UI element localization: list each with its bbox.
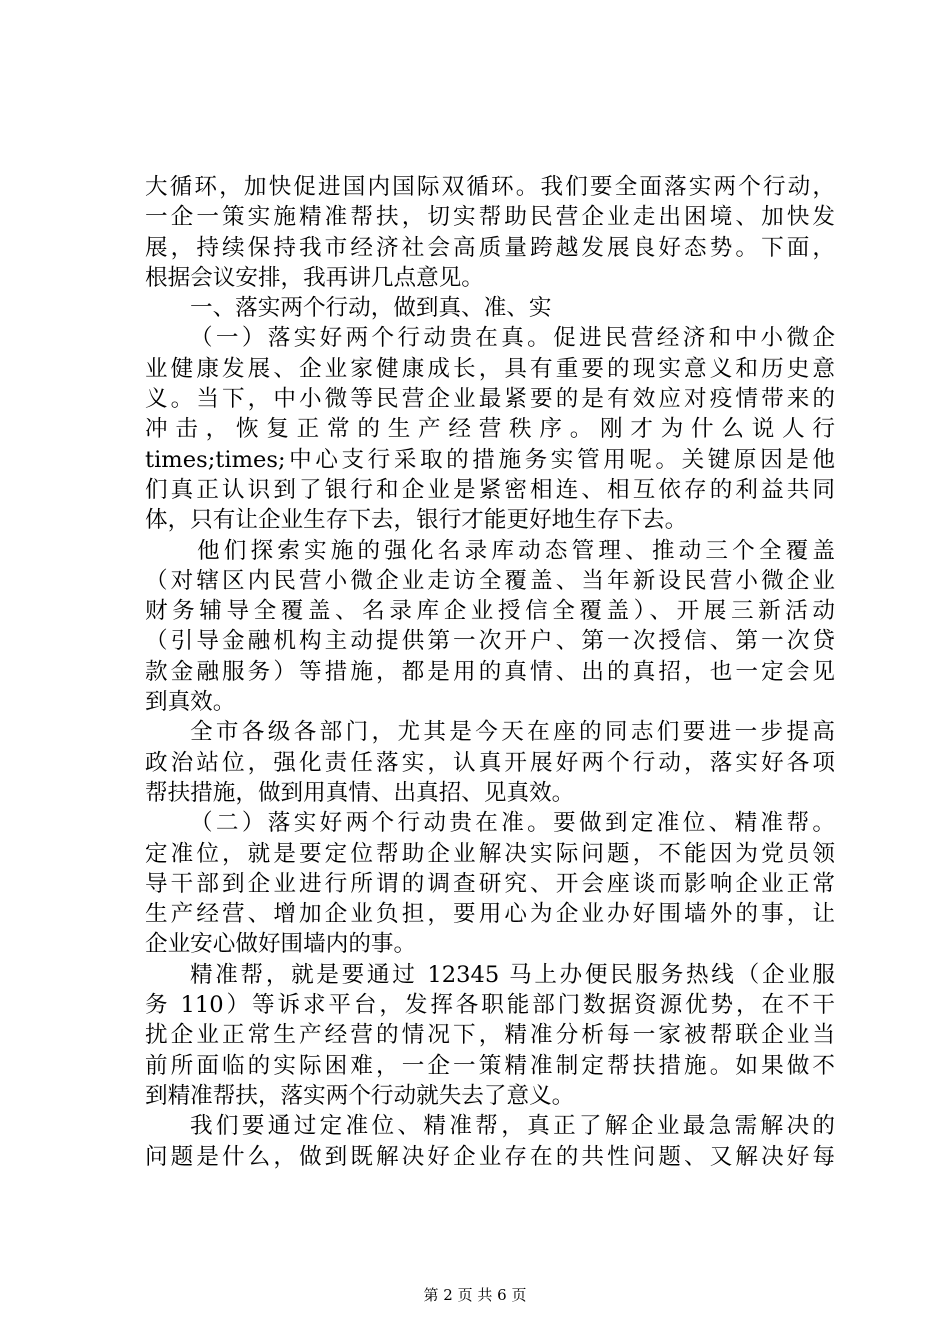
text-line: （对辖区内民营小微企业走访全覆盖、当年新设民营小微企业 — [145, 567, 835, 594]
subsection-heading-line: （二）落实好两个行动贵在准。要做到定准位、精准帮。 — [190, 810, 835, 837]
text-line: 政治站位，强化责任落实，认真开展好两个行动，落实好各项 — [145, 749, 835, 776]
subsection-heading-line: （一）落实好两个行动贵在真。促进民营经济和中小微企 — [190, 325, 835, 352]
text-line: 生产经营、增加企业负担，要用心为企业办好围墙外的事，让 — [145, 901, 835, 928]
text-line: 财务辅导全覆盖、名录库企业授信全覆盖）、开展三新活动 — [145, 598, 835, 625]
text-line: 全市各级各部门，尤其是今天在座的同志们要进一步提高 — [190, 719, 835, 746]
text-line: 体，只有让企业生存下去，银行才能更好地生存下去。 — [145, 507, 688, 534]
page-number-footer: 第 2 页 共 6 页 — [423, 1286, 527, 1304]
text-line: 款金融服务）等措施，都是用的真情、出的真招，也一定会见 — [145, 658, 835, 685]
text-line: 到真效。 — [145, 689, 236, 716]
text-line: 根据会议安排，我再讲几点意见。 — [145, 264, 484, 291]
text-line: 他们探索实施的强化名录库动态管理、推动三个全覆盖 — [197, 537, 835, 564]
text-line: 义。当下，中小微等民营企业最紧要的是有效应对疫情带来的 — [145, 386, 835, 413]
text-line: （引导金融机构主动提供第一次开户、第一次授信、第一次贷 — [145, 628, 835, 655]
text-line: 精准帮，就是要通过 12345 马上办便民服务热线（企业服 — [190, 961, 835, 988]
text-line: 一企一策实施精准帮扶，切实帮助民营企业走出困境、加快发 — [145, 204, 835, 231]
section-heading: 一、落实两个行动，做到真、准、实 — [190, 295, 552, 322]
text-line: 务 110）等诉求平台，发挥各职能部门数据资源优势，在不干 — [145, 992, 835, 1019]
text-line: 企业安心做好围墙内的事。 — [145, 931, 417, 958]
text-line: 大循环，加快促进国内国际双循环。我们要全面落实两个行动， — [145, 174, 835, 200]
text-line: 们真正认识到了银行和企业是紧密相连、相互依存的利益共同 — [145, 476, 835, 503]
text-line: times;times;中心支行采取的措施务实管用呢。关键原因是他 — [145, 446, 835, 473]
text-line: 帮扶措施，做到用真情、出真招、见真效。 — [145, 779, 575, 806]
text-line: 扰企业正常生产经营的情况下，精准分析每一家被帮联企业当 — [145, 1022, 835, 1049]
text-line: 导干部到企业进行所谓的调查研究、开会座谈而影响企业正常 — [145, 870, 835, 897]
text-line: 我们要通过定准位、精准帮，真正了解企业最急需解决的 — [190, 1113, 835, 1140]
text-line: 到精准帮扶，落实两个行动就失去了意义。 — [145, 1082, 575, 1109]
text-line: 问题是什么，做到既解决好企业存在的共性问题、又解决好每 — [145, 1143, 835, 1170]
text-line: 业健康发展、企业家健康成长，具有重要的现实意义和历史意 — [145, 355, 835, 382]
text-line: 定准位，就是要定位帮助企业解决实际问题，不能因为党员领 — [145, 840, 835, 867]
text-line: 展，持续保持我市经济社会高质量跨越发展良好态势。下面， — [145, 234, 835, 261]
text-line: 前所面临的实际困难，一企一策精准制定帮扶措施。如果做不 — [145, 1052, 835, 1079]
document-body — [145, 172, 835, 1172]
text-line: 冲击，恢复正常的生产经营秩序。刚才为什么说人行 — [145, 416, 835, 443]
